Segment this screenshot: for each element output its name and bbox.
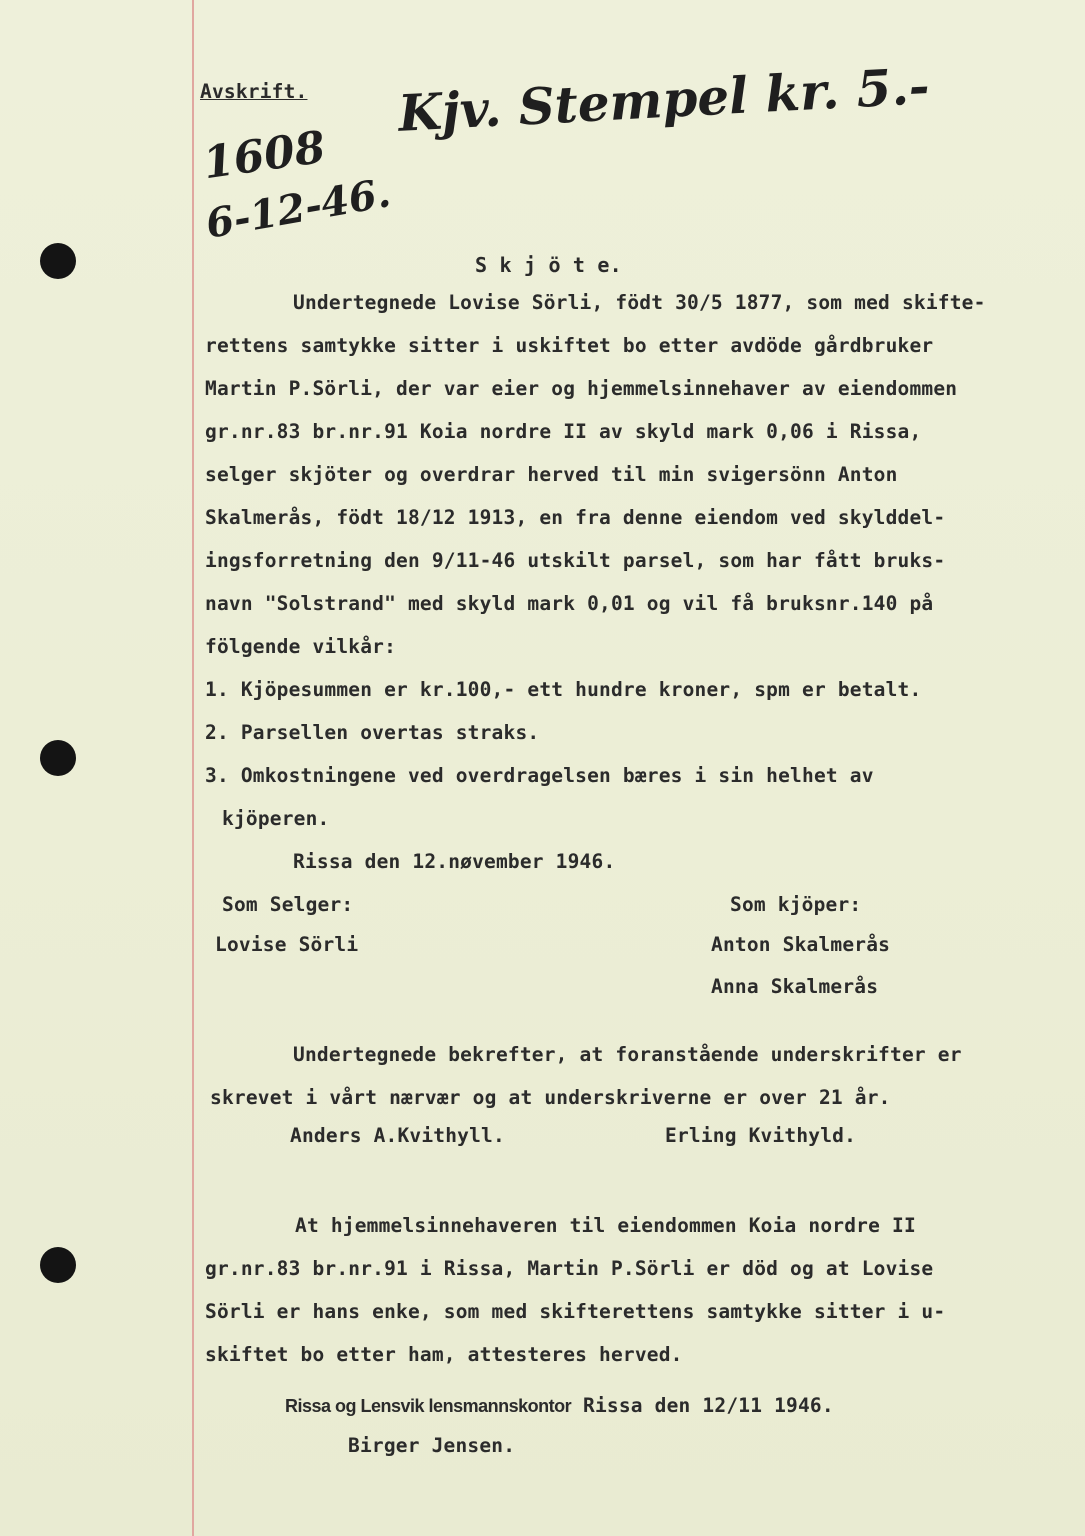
punch-hole bbox=[40, 1247, 76, 1283]
body-line: Skalmerås, födt 18/12 1913, en fra denne eiendom ved skylddel- bbox=[205, 506, 946, 529]
body-line: navn "Solstrand" med skyld mark 0,01 og vil få bruksnr.140 på bbox=[205, 592, 934, 615]
attestation-line: gr.nr.83 br.nr.91 i Rissa, Martin P.Sörli er död og at Lovise bbox=[205, 1257, 934, 1280]
handwritten-stamp-note: Kjv. Stempel kr. 5.- bbox=[396, 56, 931, 143]
condition-item: 3. Omkostningene ved overdragelsen bæres i sin helhet av bbox=[205, 764, 874, 787]
office-stamp: Rissa og Lensvik lensmannskontor bbox=[285, 1396, 572, 1416]
seller-name: Lovise Sörli bbox=[215, 933, 359, 956]
punch-hole bbox=[40, 243, 76, 279]
witness-line: skrevet i vårt nærvær og at underskriverne er over 21 år. bbox=[210, 1086, 891, 1109]
body-line: gr.nr.83 br.nr.91 Koia nordre II av skyld mark 0,06 i Rissa, bbox=[205, 420, 922, 443]
document-title: S k j ö t e. bbox=[475, 253, 622, 277]
stamp-date: Rissa den 12/11 1946. bbox=[571, 1394, 834, 1417]
place-date: Rissa den 12.nøvember 1946. bbox=[293, 850, 616, 873]
avskrift-label: Avskrift. bbox=[200, 80, 308, 103]
body-line: Undertegnede Lovise Sörli, födt 30/5 1877, som med skifte- bbox=[293, 291, 986, 314]
witness-name: Erling Kvithyld. bbox=[665, 1124, 857, 1147]
witness-line: Undertegnede bekrefter, at foranstående underskrifter er bbox=[293, 1043, 962, 1066]
attestation-line: skiftet bo etter ham, attesteres herved. bbox=[205, 1343, 683, 1366]
body-line: Martin P.Sörli, der var eier og hjemmelsinnehaver av eiendommen bbox=[205, 377, 958, 400]
handwritten-number: 1608 bbox=[200, 121, 329, 190]
buyer-name: Anton Skalmerås bbox=[711, 933, 891, 956]
attestation-signer: Birger Jensen. bbox=[348, 1434, 516, 1457]
attestation-stamp-line bbox=[285, 1394, 834, 1417]
condition-continuation: kjöperen. bbox=[222, 807, 330, 830]
margin-rule bbox=[192, 0, 194, 1536]
body-line: ingsforretning den 9/11-46 utskilt parsel, som har fått bruks- bbox=[205, 549, 946, 572]
body-line: selger skjöter og overdrar herved til min svigersönn Anton bbox=[205, 463, 898, 486]
condition-item: 1. Kjöpesummen er kr.100,- ett hundre kroner, spm er betalt. bbox=[205, 678, 922, 701]
body-line: fölgende vilkår: bbox=[205, 635, 397, 658]
attestation-line: Sörli er hans enke, som med skifterettens samtykke sitter i u- bbox=[205, 1300, 946, 1323]
witness-name: Anders A.Kvithyll. bbox=[290, 1124, 505, 1147]
buyer-label: Som kjöper: bbox=[730, 893, 862, 916]
condition-item: 2. Parsellen overtas straks. bbox=[205, 721, 540, 744]
seller-label: Som Selger: bbox=[222, 893, 354, 916]
body-line: rettens samtykke sitter i uskiftet bo etter avdöde gårdbruker bbox=[205, 334, 934, 357]
buyer-name: Anna Skalmerås bbox=[711, 975, 879, 998]
attestation-line: At hjemmelsinnehaveren til eiendommen Koia nordre II bbox=[295, 1214, 916, 1237]
handwritten-date: 6-12-46. bbox=[202, 169, 394, 248]
punch-hole bbox=[40, 740, 76, 776]
